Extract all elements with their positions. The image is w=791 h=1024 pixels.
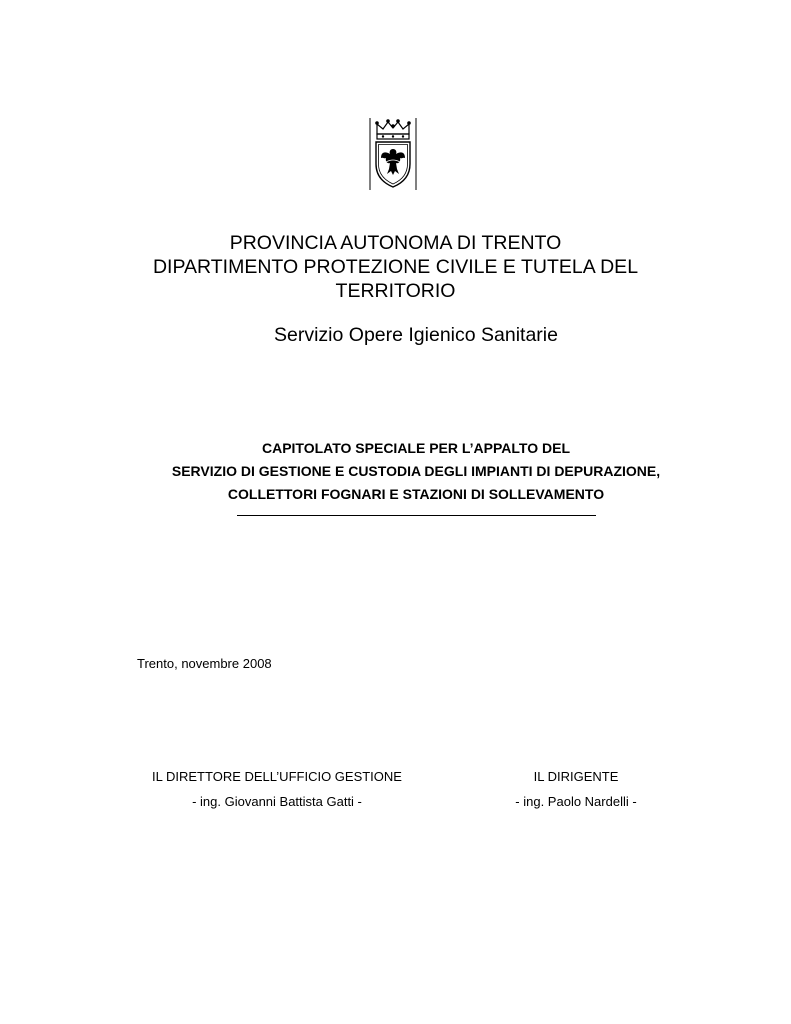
authority-line-1: PROVINCIA AUTONOMA DI TRENTO (229, 232, 562, 254)
issuing-authority-heading (0, 231, 791, 303)
service-name: Servizio Opere Igienico Sanitarie (274, 324, 558, 346)
title-line-1: CAPITOLATO SPECIALE PER L’APPALTO DEL (261, 440, 571, 456)
signature-role-director: IL DIRETTORE DELL’UFFICIO GESTIONE (152, 769, 402, 784)
authority-line-3: TERRITORIO (335, 280, 456, 302)
signature-block-director (130, 764, 424, 814)
signature-role-manager: IL DIRIGENTE (533, 769, 619, 784)
place-and-date: Trento, novembre 2008 (137, 656, 272, 671)
title-underline-divider (237, 515, 596, 516)
signature-name-director: - ing. Giovanni Battista Gatti - (192, 794, 362, 809)
signature-name-manager: - ing. Paolo Nardelli - (515, 794, 637, 809)
title-line-2: SERVIZIO DI GESTIONE E CUSTODIA DEGLI IMPIANTI DI DEPURAZIONE, (171, 463, 661, 479)
document-title (0, 437, 791, 506)
title-line-3: COLLETTORI FOGNARI E STAZIONI DI SOLLEVAMENTO (227, 486, 605, 502)
coat-of-arms-icon (369, 118, 417, 190)
authority-line-2: DIPARTIMENTO PROTEZIONE CIVILE E TUTELA DEL (152, 256, 639, 278)
signature-block-manager (486, 764, 666, 814)
